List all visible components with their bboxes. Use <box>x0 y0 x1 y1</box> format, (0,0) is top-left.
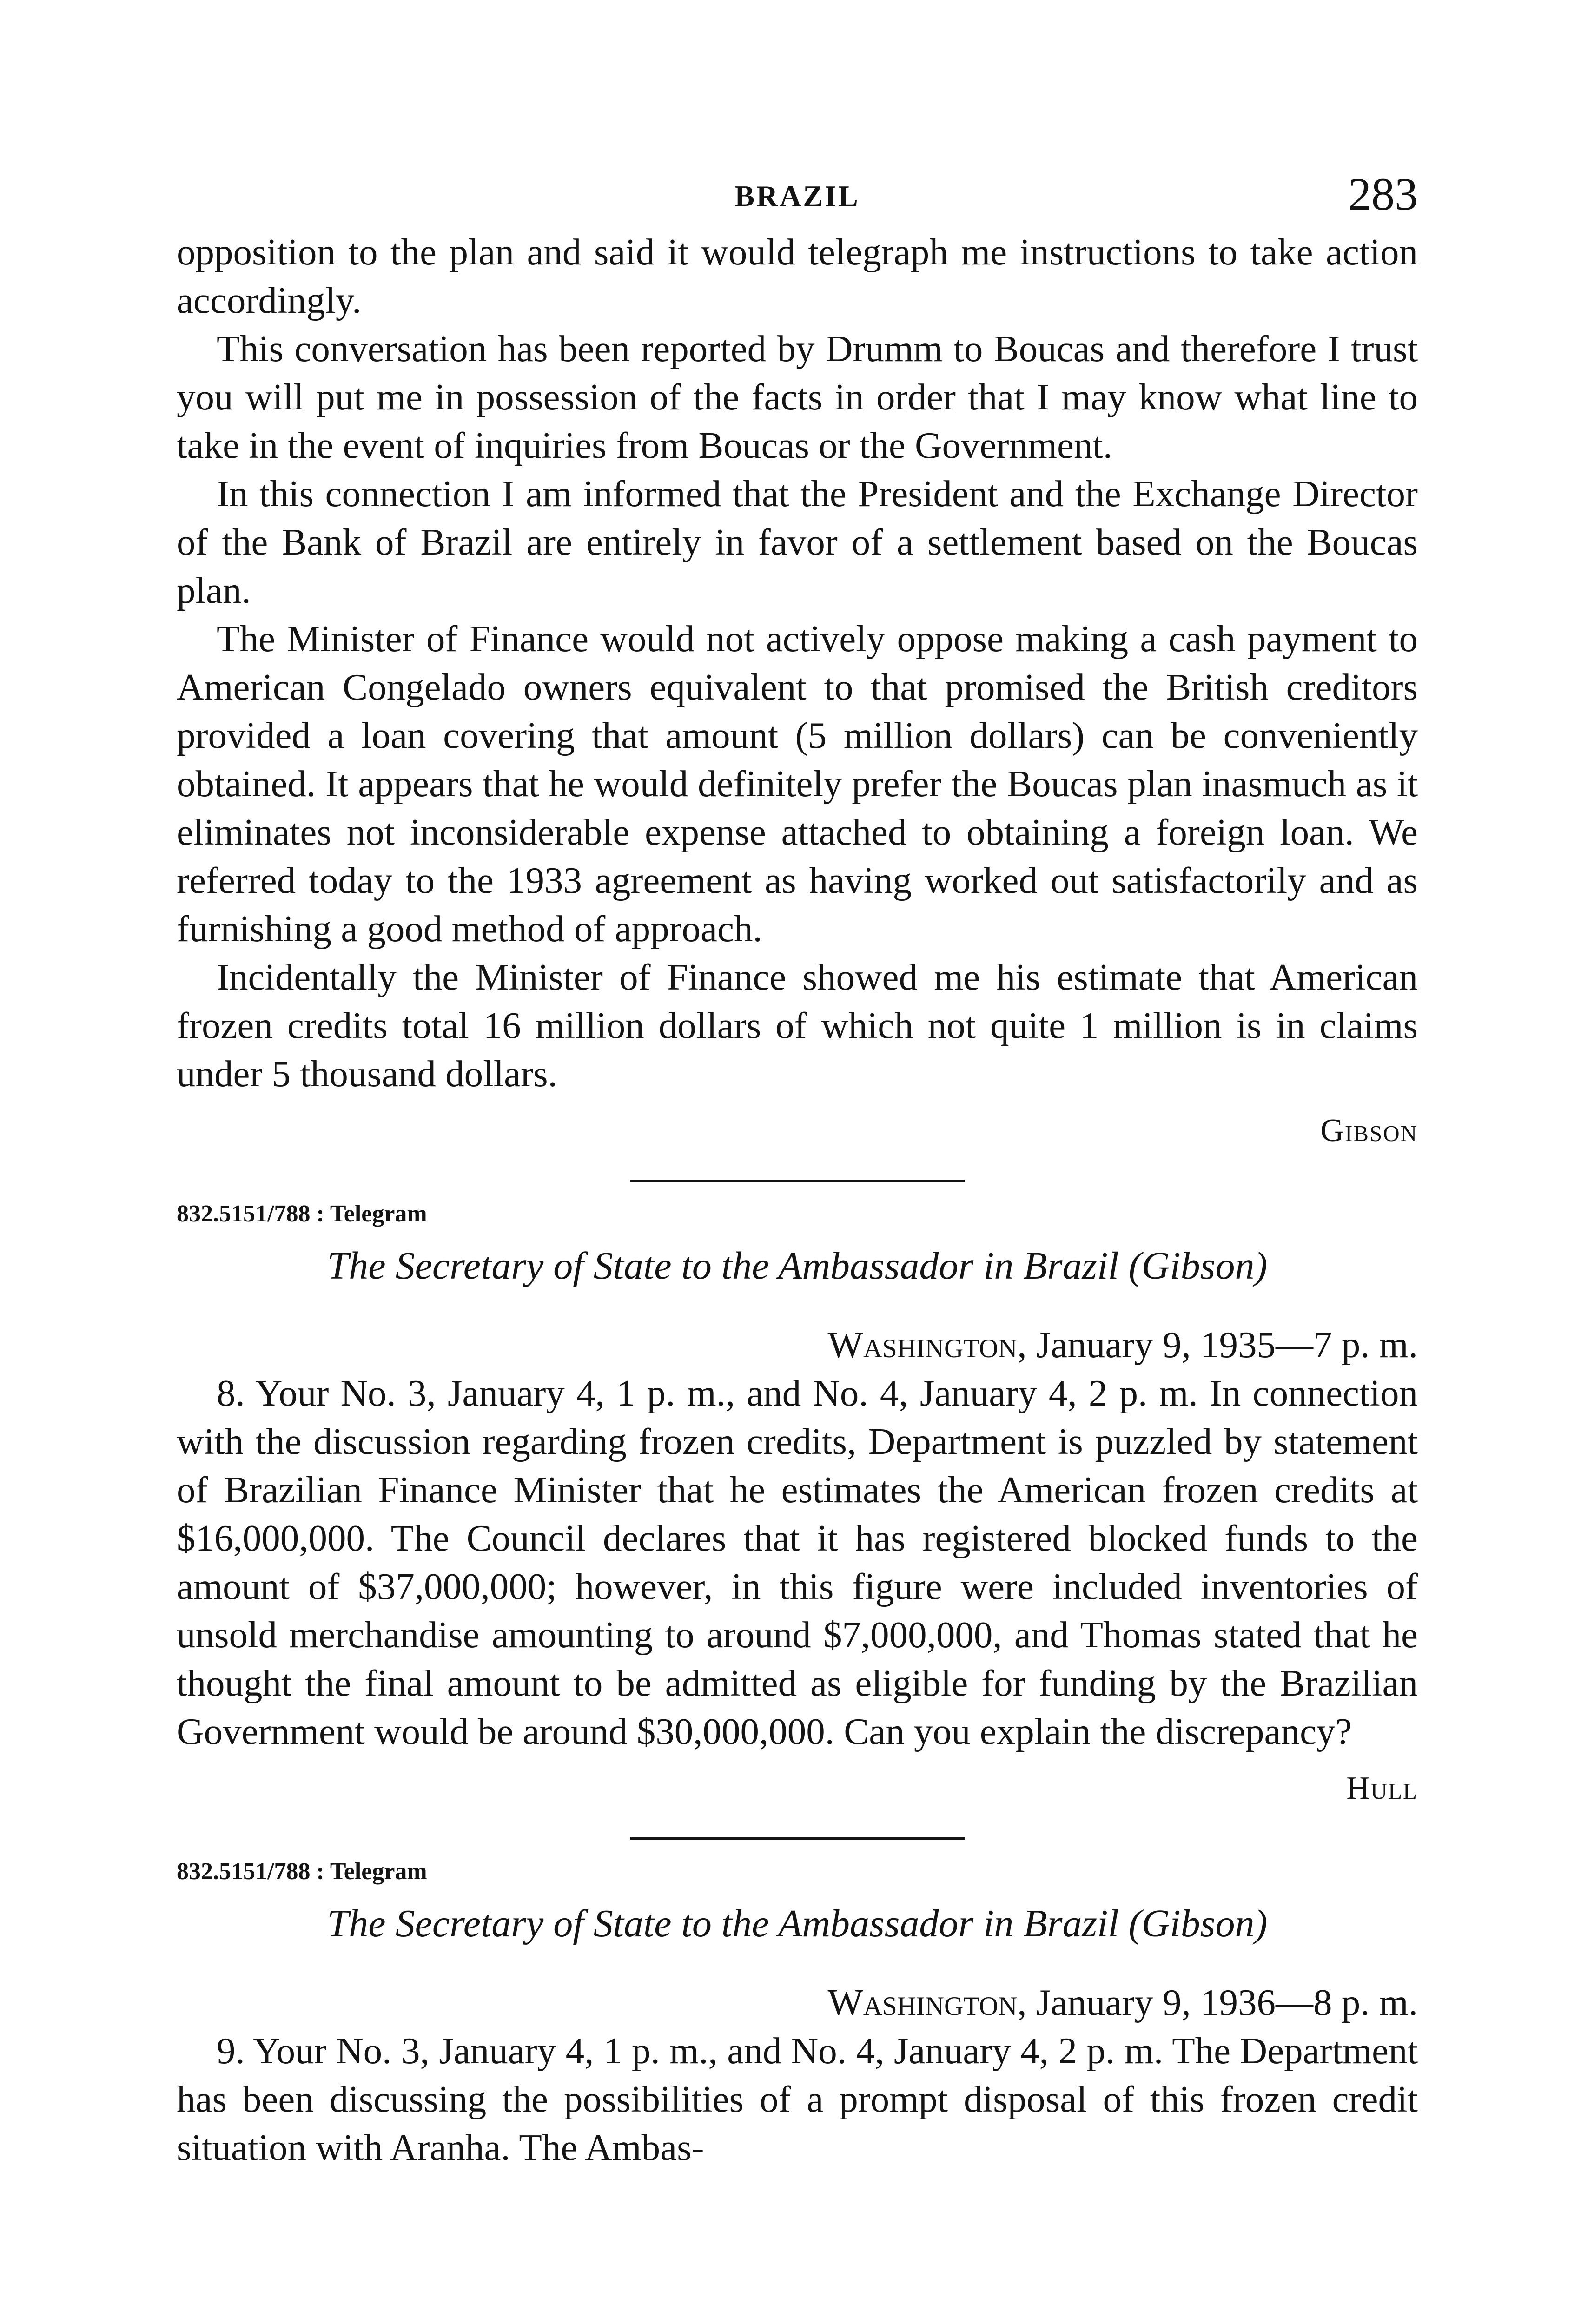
telegram-document <box>177 1855 1418 2172</box>
paragraph: The Minister of Finance would not actively oppose making a cash payment to American Congelado owners equivalent to that promised the British creditors provided a loan covering that amount (5 million dollars) can be conveniently obtained. It appears that he would definitely prefer the Boucas plan inasmuch as it eliminates not inconsiderable expense attached to obtaining a foreign loan. We referred today to the 1933 agreement as having worked out satisfactorily and as furnishing a good method of approach. <box>177 618 1418 950</box>
telegram-continuation <box>177 228 1418 1152</box>
paragraph: 8. Your No. 3, January 4, 1 p. m., and No. 4, January 4, 2 p. m. In connection with the discussion regarding frozen credits, Department is puzzled by statement of Brazilian Finance Minister that he estimates the American frozen credits at $16,000,000. The Council declares that it has registered blocked funds to the amount of $37,000,000; however, in this figure were included inventories of unsold merchandise amounting to around $7,000,000, and Thomas stated that he thought the final amount to be admitted as eligible for funding by the Brazilian Government would be around $30,000,000. Can you explain the discrepancy? <box>177 1372 1418 1752</box>
dateline-date: January 9, 1936—8 p. m. <box>1036 1981 1418 2023</box>
dateline-date: January 9, 1935—7 p. m. <box>1036 1324 1418 1366</box>
dateline <box>177 1978 1418 2027</box>
running-head: BRAZIL <box>734 179 860 212</box>
document-heading: The Secretary of State to the Ambassador in Brazil (Gibson) <box>327 1902 1268 1945</box>
paragraph: In this connection I am informed that the President and the Exchange Director of the Bank of Brazil are entirely in favor of a settlement based on the Boucas plan. <box>177 473 1418 611</box>
telegram-document <box>177 1198 1418 1809</box>
dateline-place: Washington, <box>827 1324 1027 1366</box>
document-heading: The Secretary of State to the Ambassador in Brazil (Gibson) <box>327 1244 1268 1287</box>
signature: Gibson <box>1320 1113 1418 1149</box>
page-header <box>177 167 1418 228</box>
dateline <box>177 1320 1418 1369</box>
paragraph: This conversation has been reported by Drumm to Boucas and therefore I trust you will put me in possession of the facts in order that I may know what line to take in the event of inquiries from Boucas or the Government. <box>177 328 1418 466</box>
file-reference: 832.5151/788 : Telegram <box>177 1201 427 1227</box>
file-reference: 832.5151/788 : Telegram <box>177 1858 427 1885</box>
paragraph: 9. Your No. 3, January 4, 1 p. m., and No. 4, January 4, 2 p. m. The Department has been discussing the possibilities of a prompt disposal of this frozen credit situation with Aranha. The Ambas- <box>177 2030 1418 2168</box>
section-divider <box>630 1837 965 1840</box>
section-divider <box>630 1180 965 1182</box>
document-page <box>177 167 1418 2172</box>
page-number: 283 <box>1348 168 1418 220</box>
dateline-place: Washington, <box>827 1981 1027 2023</box>
paragraph: opposition to the plan and said it would telegraph me instructions to take action accordingly. <box>177 231 1418 321</box>
signature: Hull <box>1346 1770 1418 1806</box>
paragraph: Incidentally the Minister of Finance showed me his estimate that American frozen credits total 16 million dollars of which not quite 1 million is in claims under 5 thousand dollars. <box>177 956 1418 1095</box>
